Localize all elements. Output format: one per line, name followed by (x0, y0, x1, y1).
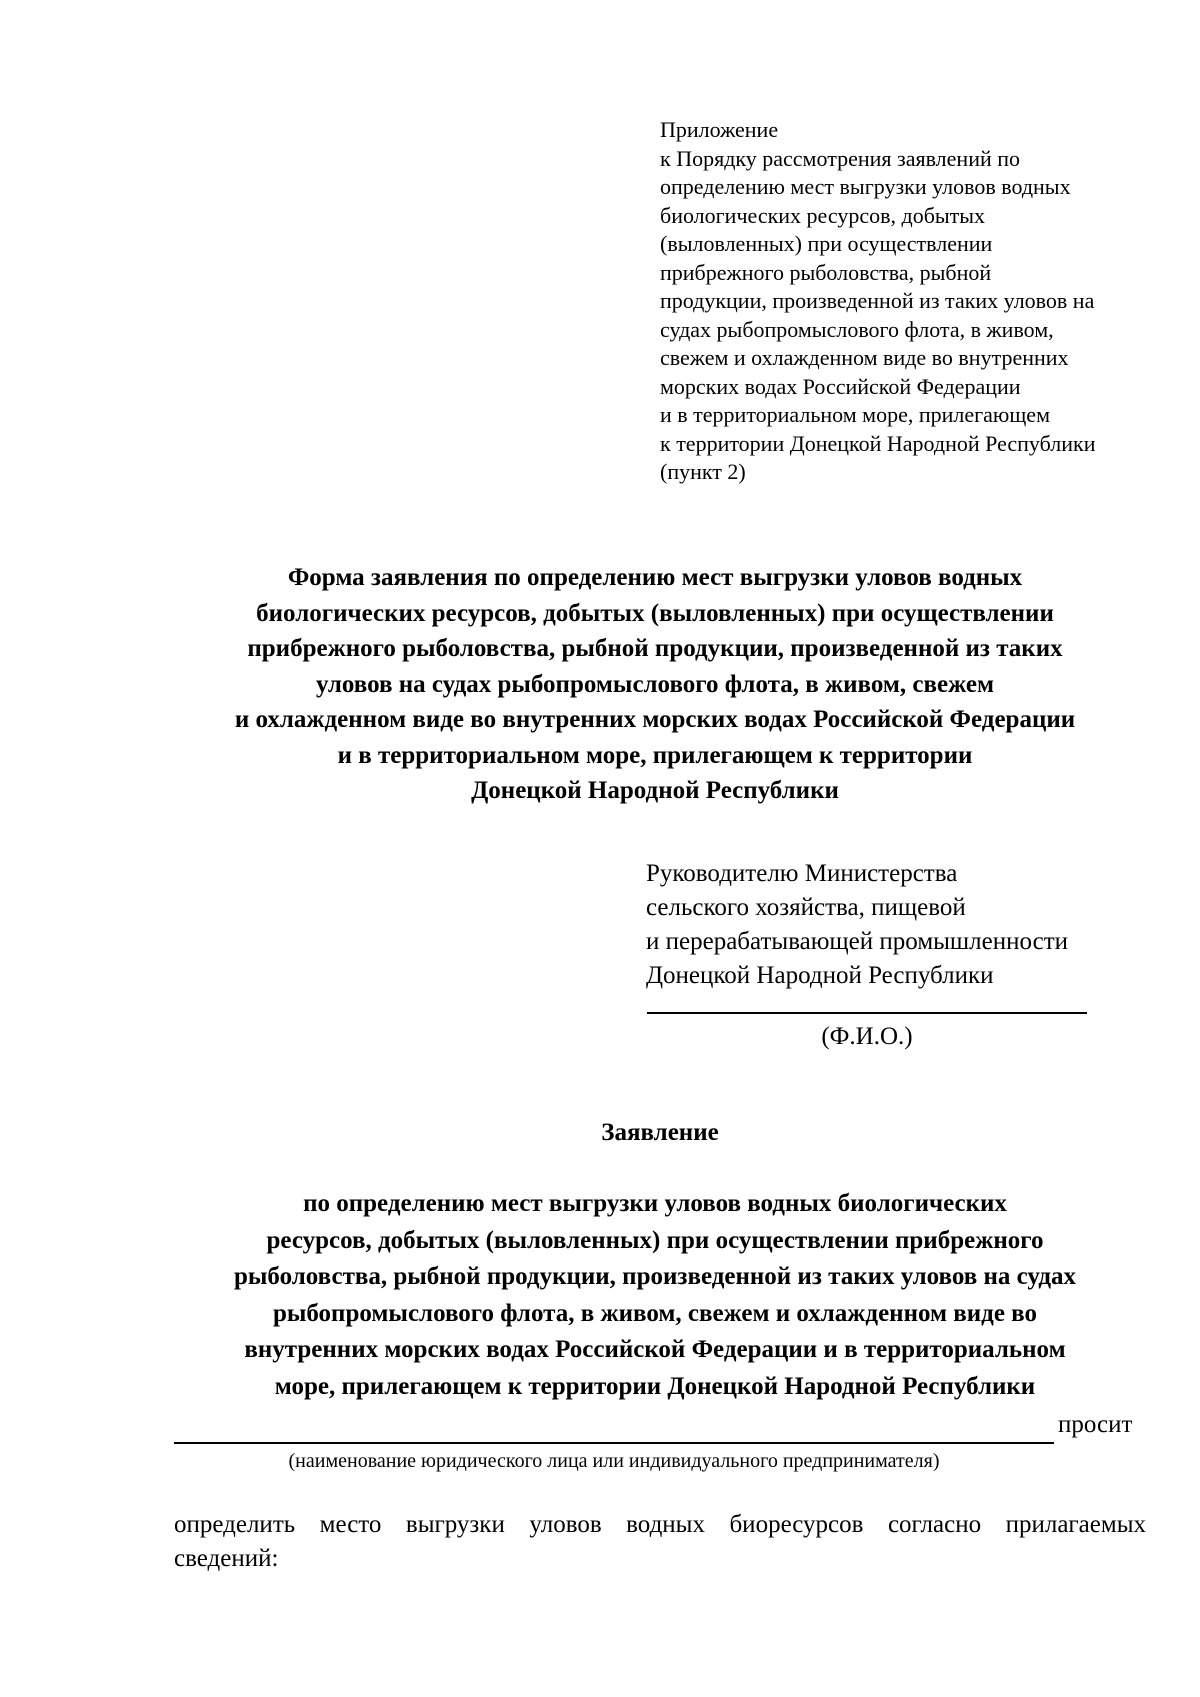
statement-heading: Заявление (601, 1119, 719, 1146)
form-title-line: и в территориальном море, прилегающем к территории (337, 741, 973, 769)
statement-body-line: определить место выгрузки уловов водных биоресурсов согласно прилагаемых (174, 1511, 1146, 1538)
statement-subtitle-line: по определению мест выгрузки уловов водных биологических (303, 1190, 1007, 1217)
appendix-line: (выловленных) при осуществлении (660, 231, 993, 256)
addressee-line: и перерабатывающей промышленности (646, 928, 1069, 955)
appendix-line: биологических ресурсов, добытых (660, 202, 986, 228)
form-title-line: Форма заявления по определению мест выгрузки уловов водных (287, 564, 1023, 591)
appendix-line: (пункт 2) (660, 459, 746, 484)
form-title (160, 560, 1150, 809)
statement-subtitle-line: внутренних морских водах Российской Федерации и в территориальном (244, 1336, 1066, 1363)
appendix-line: и в территориальном море, прилегающем (660, 402, 1050, 427)
statement-subtitle-line: рыбопромыслового флота, в живом, свежем и охлажденном виде во (272, 1299, 1038, 1327)
statement-subtitle (160, 1186, 1150, 1405)
form-title-line: прибрежного рыболовства, рыбной продукции, произведенной из таких (247, 635, 1063, 662)
appendix-line: к территории Донецкой Народной Республики (660, 430, 1096, 456)
appendix-note (660, 116, 1180, 487)
appendix-line: морских водах Российской Федерации (660, 373, 1021, 399)
addressee-line: Руководителю Министерства (646, 860, 958, 887)
fio-fill-line (647, 1012, 1087, 1014)
statement-subtitle-line: море, прилегающем к территории Донецкой Народной Республики (274, 1372, 1036, 1400)
form-title-line: и охлажденном виде во внутренних морских водах Российской Федерации (234, 706, 1076, 733)
addressee-block (646, 857, 1186, 993)
appendix-line: свежем и охлажденном виде во внутренних (660, 345, 1069, 370)
form-title-line: биологических ресурсов, добытых (выловленных) при осуществлении (256, 599, 1054, 627)
appendix-line: определению мест выгрузки уловов водных (660, 174, 1071, 199)
statement-body-line: сведений: (174, 1545, 279, 1572)
prosit-word: просит (1058, 1411, 1133, 1438)
applicant-fill-line (174, 1442, 1054, 1444)
statement-body (174, 1508, 1146, 1576)
fio-caption: (Ф.И.О.) (821, 1023, 913, 1050)
form-title-line: Донецкой Народной Республики (471, 777, 839, 804)
appendix-line: к Порядку рассмотрения заявлений по (660, 145, 1021, 171)
appendix-line: продукции, произведенной из таких уловов на (660, 288, 1095, 313)
appendix-line: судах рыбопромыслового флота, в живом, (660, 316, 1054, 342)
statement-subtitle-line: ресурсов, добытых (выловленных) при осуществлении прибрежного (266, 1226, 1044, 1254)
applicant-caption: (наименование юридического лица или индивидуального предпринимателя) (288, 1450, 940, 1472)
addressee-line: Донецкой Народной Республики (646, 962, 994, 989)
appendix-line: прибрежного рыболовства, рыбной (660, 259, 992, 285)
appendix-line: Приложение (660, 117, 779, 142)
form-title-line: уловов на судах рыбопромыслового флота, в живом, свежем (315, 670, 994, 698)
addressee-line: сельского хозяйства, пищевой (646, 894, 966, 921)
statement-subtitle-line: рыболовства, рыбной продукции, произведенной из таких уловов на судах (234, 1263, 1076, 1290)
